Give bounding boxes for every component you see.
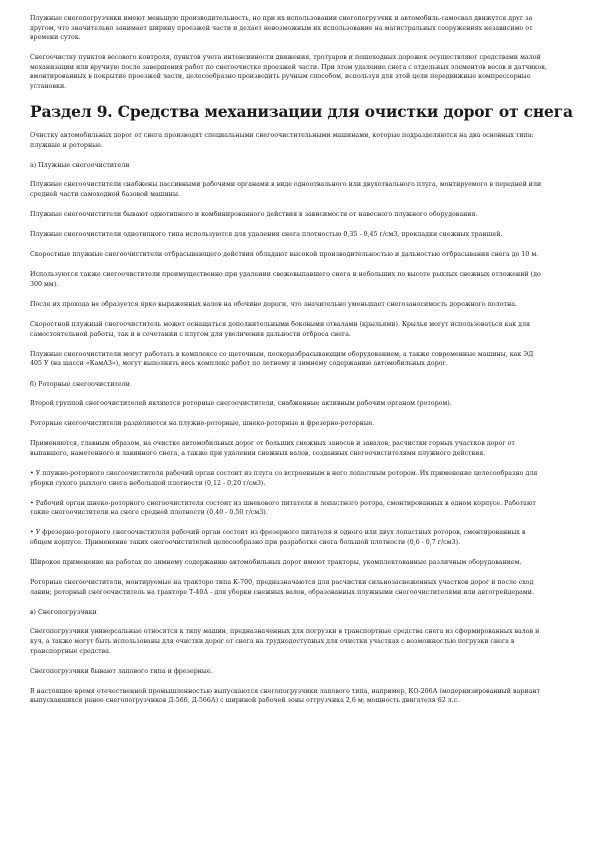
subsection-heading-loaders: в) Снегопогрузчики xyxy=(30,608,97,616)
subsection-heading-plow: а) Плужные снегоочистители xyxy=(30,161,130,169)
body-paragraph: Роторные снегоочистители, монтируемые на тракторе типа К-700, предназначаются для расчистки сильнозаснеженных участков дорог и после сход лавин; роторный снегоочиститель на тракторе Т-40А - для уборки снежных валов, образованных плужными снегоочистителями или автогрейдерами. xyxy=(30,579,534,596)
body-paragraph: Очистку автомобильных дорог от снега производят специальными снегоочистительными машинами, которые подразделяются на два основных типа: плужные и роторные. xyxy=(30,132,534,149)
body-paragraph: Второй группой снегоочистителей являются роторные снегоочистители, снабженные активным рабочим органом (ротором). xyxy=(30,400,452,408)
bullet-paragraph: • Рабочий орган шнеко-роторного снегоочистителя состоит из шнекового питателя и лопастного ротора, смонтированных в одном корпусе. Работают такие снегоочистители на снеге средней плотности (0,40 - 0,50 г/см3). xyxy=(30,499,536,517)
body-paragraph: Используются также снегоочистители преимущественно при удалении свежевыпавшего снега и небольших по высоте рыхлых снежных отложений (до 300 мм). xyxy=(30,271,541,288)
body-paragraph: Скоростной плужный снегоочиститель может оснащаться дополнительными боковыми отвалами (крыльями). Крылья могут использоваться как для самостоятельной работы, так и в сочетании с плугом для увеличения дальности отброса снега. xyxy=(30,321,531,338)
body-paragraph: Снегопогрузчики универсальные относятся к типу машин, предназначенных для погрузки в транспортные средства снега из сформированных валов и куч, а также могут быть использованы для очистки дорог от снега на труднодоступных для очистки участках с возможностью погрузки снега в транспортные средства. xyxy=(30,628,540,655)
body-paragraph: Широкое применение на работах по зимнему содержанию автомобильных дорог имеют тракторы, укомплектованные различным оборудованием. xyxy=(30,559,522,567)
body-paragraph: Плужные снегоочистители снабжены пассивными рабочими органами в виде одноотвального или двухотвального плуга, монтируемого в передней или средней части самоходной базовой машины. xyxy=(30,181,542,199)
section-title: Раздел 9. Средства механизации для очистки дорог от снега xyxy=(30,102,573,122)
body-paragraph: Применяются, главным образом, на очистке автомобильных дорог от больших снежных заносов и завалов, расчистки горных участков дорог от выпавшего, наметенного и лавинного снега, а также при удалении снежных валов, созданных снегоочистителями плужного действия. xyxy=(30,440,515,457)
body-paragraph: Роторные снегоочистители разделяются на плужно-роторные, шнеко-роторные и фрезерно-роторные. xyxy=(30,420,375,428)
body-paragraph: После их прохода не образуется ярко выраженных валов на обочине дороги, что значительно уменьшает снегозаносимость дорожного полотна. xyxy=(30,301,517,309)
body-paragraph: Плужные снегоочистители однотипного типа используются для удаления снега плотностью 0,35 - 0,45 г/см3, прокладки снежных траншей. xyxy=(30,231,503,239)
bullet-paragraph: • У фрезерно-роторного снегоочистителя рабочий орган состоит из фрезерного питателя и одного или двух лопастных роторов, смонтированных в общем корпусе. Применение таких снегоочистителей целесообразно при разработке снега большой плотности (0,6 - 0,7 г/см3). xyxy=(30,529,526,546)
bullet-paragraph: • У плужно-роторного снегоочистителя рабочий орган состоит из плуга со встроенным в него лопастным ротором. Их применение целесообразно для уборки сухого рыхлого снега небольшой плотности (0,12 - 0,20 г/см3). xyxy=(30,470,538,487)
body-paragraph: В настоящее время отечественной промышленностью выпускаются снегопогрузчики лапового типа, например, КО-206А (модернизированный вариант выпускавшихся ранее снегопогрузчиков Д-566, Д-566А) с шириной рабочей зоны отгрузчика 2,6 м; мощность двигателя 62 л.с. xyxy=(30,687,540,705)
intro-paragraph-1: Плужные снегопогрузчики имеют меньшую производительность, но при их использовании снегопогрузчик и автомобиль-самосвал движутся друг за другом, что значительно занимает ширину проезжей части и делает невозможным их использование на магистральных сооружениях независимо от времени суток. xyxy=(30,15,533,42)
body-paragraph: Скоростные плужные снегоочистители отбрасывающего действия обладают высокой производительностью и дальностью отбрасывания снега до 10 м. xyxy=(30,251,539,259)
intro-paragraph-2: Снегоочистку пунктов весового контроля, пунктов учета интенсивности движения, тротуаров и пешеходных дорожек осуществляют средствами малой механизации или вручную после завершения работ по снегоочистке проезжей части. При этом удаление снега с отдельных элементов весов и датчиков, вмонтированных в покрытие проезжей части, целесообразно производить ручным способом, используя для этой цели передвижные компрессорные установки. xyxy=(30,54,547,91)
body-paragraph: Плужные снегоочистители могут работать в комплексе со щеточным, пескоразбрасывающим оборудованием, а также современные машины, как ЭД 405 У (на шасси «КамАЗ»), могут выполнять весь комплекс работ по летнему и зимнему содержанию автомобильных дорог. xyxy=(30,350,534,368)
body-paragraph: Плужные снегоочистители бывают однотипного и комбинированного действия в зависимости от навесного плужного оборудования. xyxy=(30,211,478,219)
subsection-heading-rotary: б) Роторные снегоочистители xyxy=(30,380,130,388)
body-paragraph: Снегопогрузчики бывают лапового типа и фрезерные. xyxy=(30,667,213,675)
